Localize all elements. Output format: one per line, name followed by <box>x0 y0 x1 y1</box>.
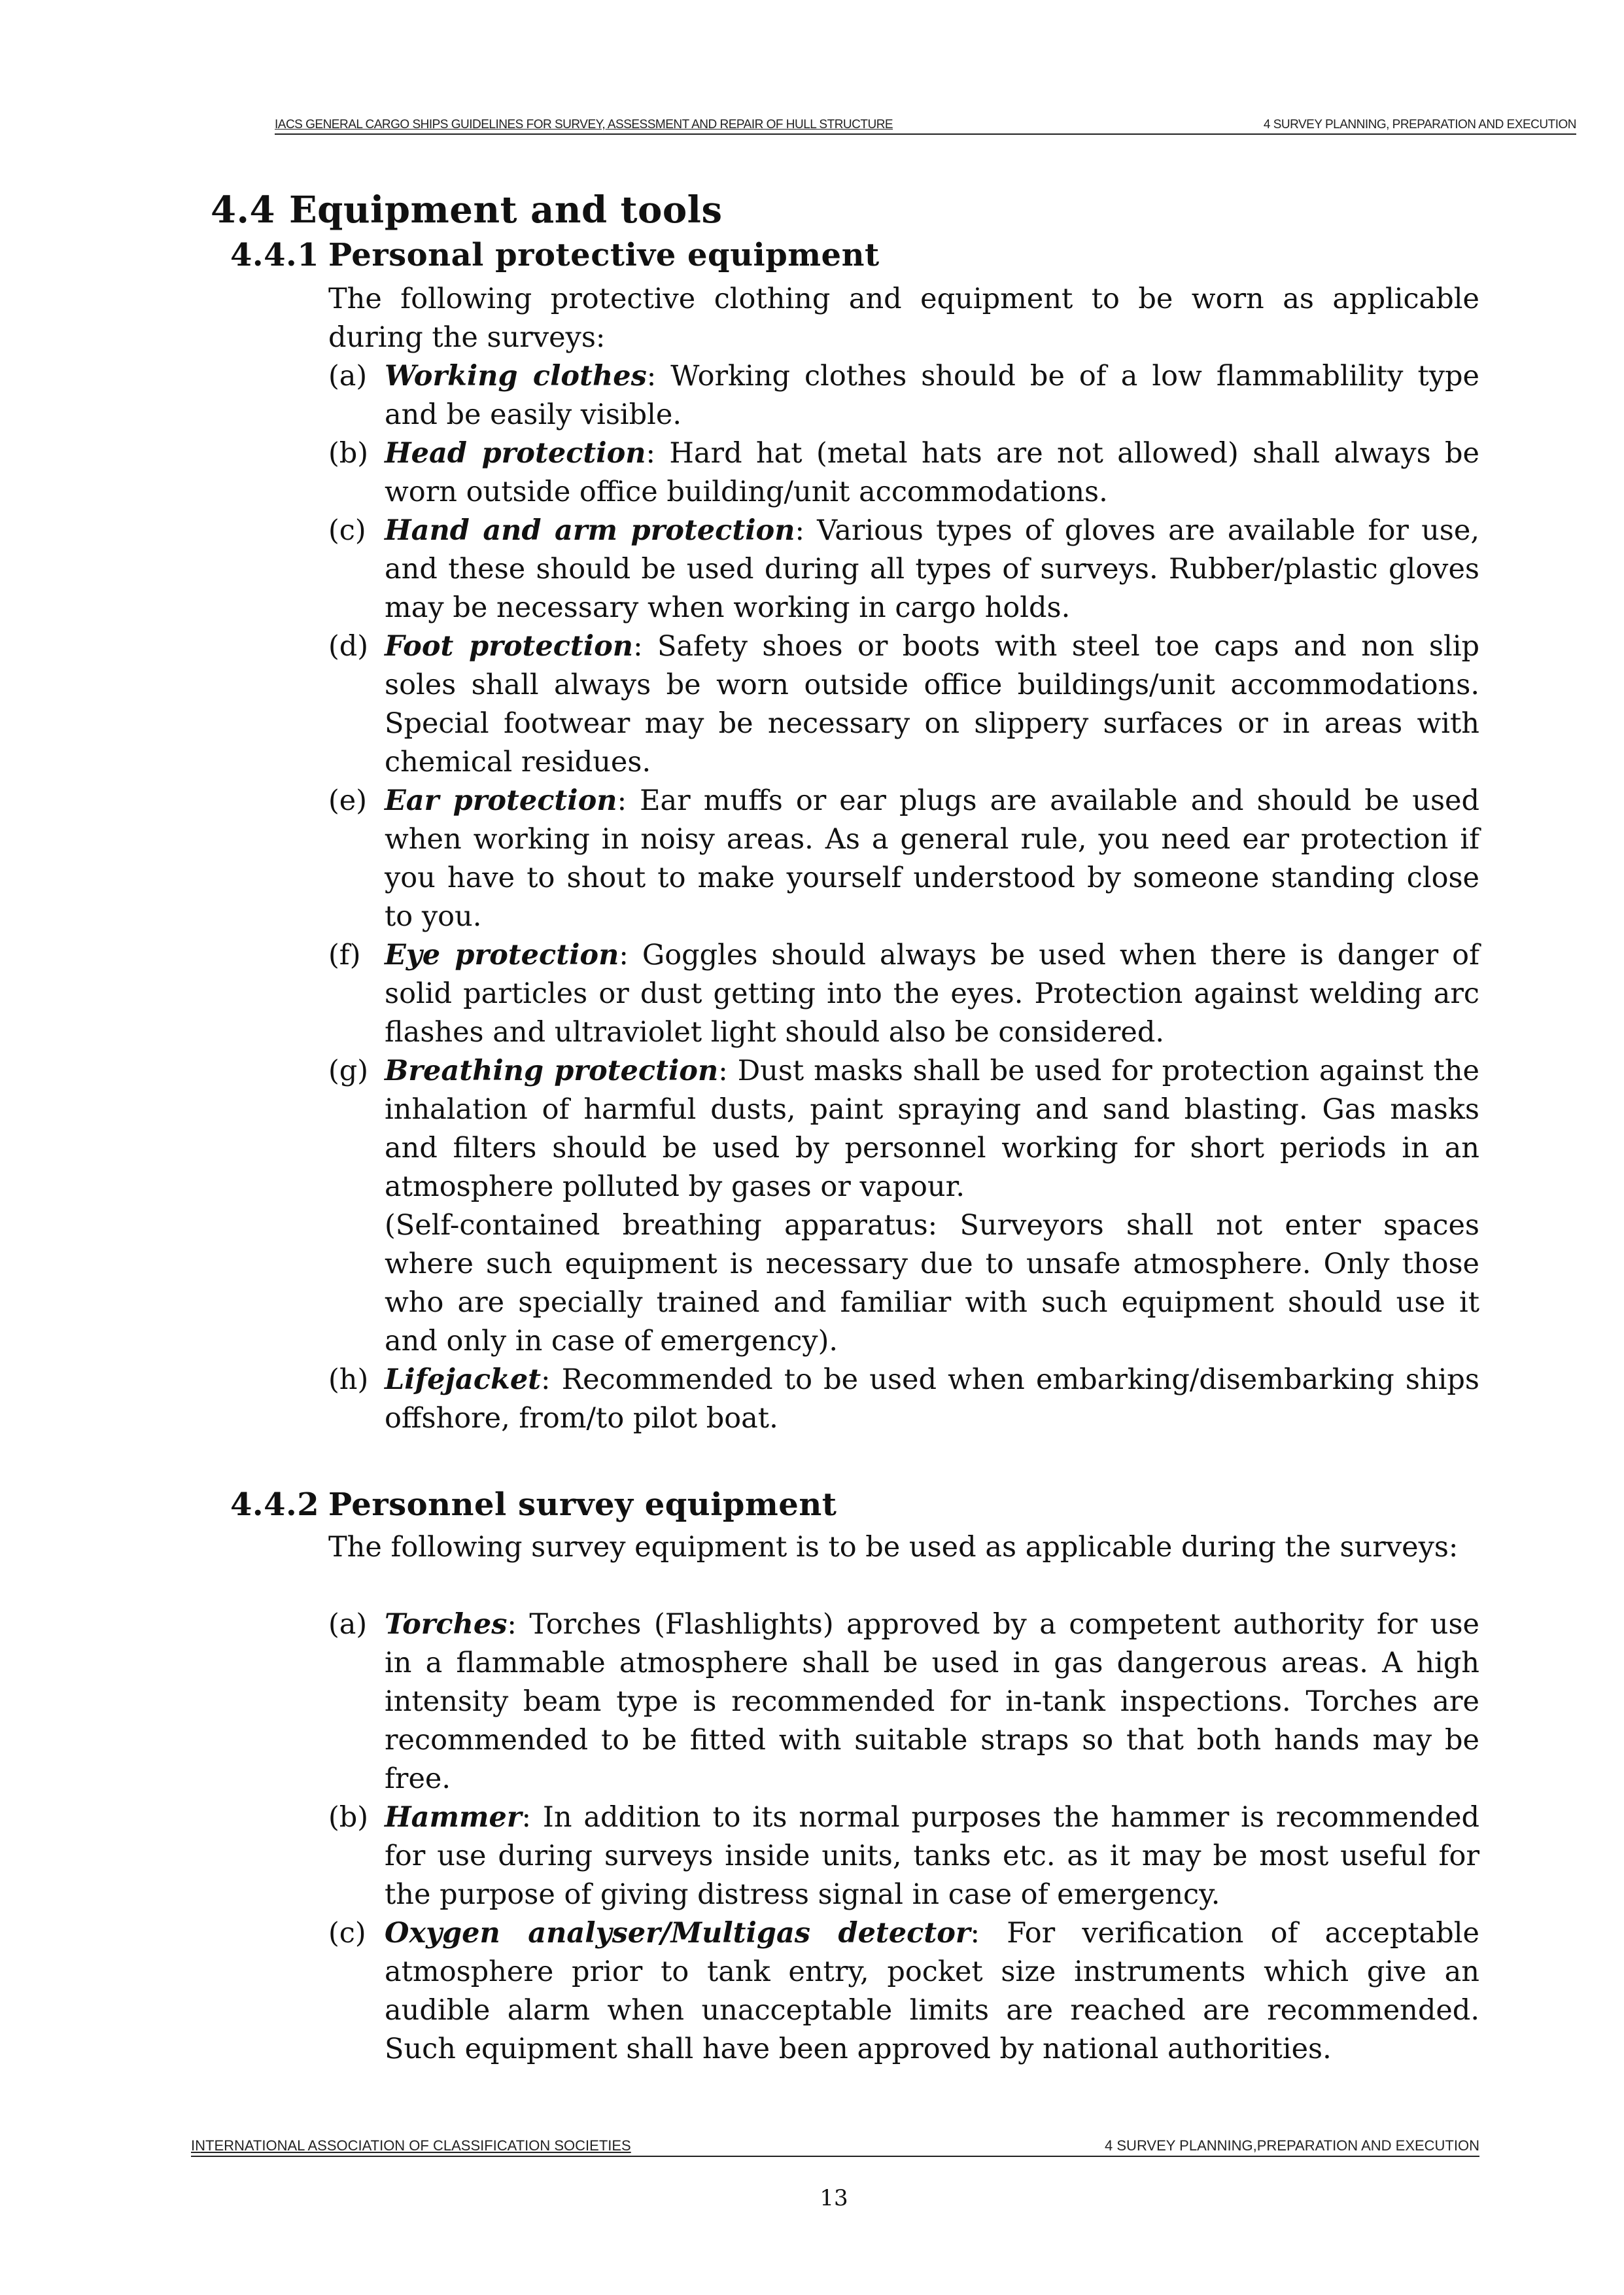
item-label: (e) <box>328 784 367 817</box>
list-item <box>328 782 1479 936</box>
item-note: (Self-contained breathing apparatus: Surveyors shall not enter spaces where such equipment is necessary due to unsafe atmosphere. Only those who are specially trained and familiar with such equipment should use it and only in case of emergency). <box>385 1209 1479 1358</box>
ppe-list <box>328 357 1479 1438</box>
header-left-text: IACS GENERAL CARGO SHIPS GUIDELINES FOR SURVEY, ASSESSMENT AND REPAIR OF HULL STRUCTURE <box>275 118 893 131</box>
section-number: 4.4 <box>211 188 275 232</box>
item-text: : Various types of gloves are available for use, and these should be used during all types of surveys. Rubber/plastic gloves may be necessary when working in cargo holds. <box>385 514 1479 624</box>
item-term: Head protection <box>385 437 646 470</box>
item-label: (b) <box>328 437 369 470</box>
subsection-heading-2 <box>230 1486 837 1523</box>
item-term: Working clothes <box>385 360 647 393</box>
section-title: Equipment and tools <box>289 188 723 232</box>
item-label: (h) <box>328 1363 369 1396</box>
footer-left-text: INTERNATIONAL ASSOCIATION OF CLASSIFICATION SOCIETIES <box>191 2137 631 2154</box>
item-text: : Safety shoes or boots with steel toe caps and non slip soles shall always be worn outside office buildings/unit accommodations. Special footwear may be necessary on slippery surfaces or in areas with chemical residues. <box>385 630 1479 779</box>
section-heading <box>211 188 722 232</box>
page-number: 13 <box>820 2185 848 2211</box>
item-term: Eye protection <box>385 939 619 972</box>
header-right-text: 4 SURVEY PLANNING, PREPARATION AND EXECUTION <box>1263 118 1576 131</box>
subsection-title: Personnel survey equipment <box>328 1486 837 1523</box>
item-term: Lifejacket <box>385 1363 542 1396</box>
subsection-title: Personal protective equipment <box>328 237 880 273</box>
list-item <box>328 1361 1479 1438</box>
subsection-heading-1 <box>230 237 880 273</box>
subsection-intro-1: The following protective clothing and equipment to be worn as applicable during the surveys: <box>328 283 1479 354</box>
subsection-number: 4.4.1 <box>230 237 320 273</box>
subsection-intro-text: The following survey equipment is to be used as applicable during the surveys: <box>328 1531 1459 1564</box>
running-footer <box>191 2136 1479 2157</box>
item-label: (g) <box>328 1055 369 1087</box>
item-label: (a) <box>328 1608 368 1641</box>
item-text: : Dust masks shall be used for protection against the inhalation of harmful dusts, paint spraying and sand blasting. Gas masks and filters should be used by personnel working for short periods in an atmosphere polluted by gases or vapour. <box>385 1055 1479 1203</box>
item-label: (a) <box>328 360 368 393</box>
list-item <box>328 357 1479 434</box>
list-item <box>328 434 1479 512</box>
item-term: Hammer <box>385 1801 522 1834</box>
item-label: (b) <box>328 1801 369 1834</box>
item-term: Breathing protection <box>385 1055 719 1087</box>
item-text: : Recommended to be used when embarking/disembarking ships offshore, from/to pilot boat. <box>385 1363 1479 1435</box>
item-term: Oxygen analyser/Multigas detector <box>385 1917 971 1950</box>
subsection-number: 4.4.2 <box>230 1486 320 1523</box>
subsection-intro-2 <box>328 1528 1479 1567</box>
item-label: (c) <box>328 1917 366 1950</box>
item-text: : Torches (Flashlights) approved by a competent authority for use in a flammable atmosphere shall be used in gas dangerous areas. A high intensity beam type is recommended for in-tank inspections. Torches are recommended to be fitted with suitable straps so that both hands may be free. <box>385 1608 1479 1795</box>
item-label: (c) <box>328 514 366 547</box>
list-item <box>328 1914 1479 2069</box>
list-item <box>328 936 1479 1052</box>
list-item <box>328 1798 1479 1914</box>
list-item <box>328 627 1479 782</box>
list-item <box>328 512 1479 627</box>
item-text: : Ear muffs or ear plugs are available and should be used when working in noisy areas. As a general rule, you need ear protection if you have to shout to make yourself understood by someone standing close to you. <box>385 784 1479 933</box>
item-text: : Hard hat (metal hats are not allowed) shall always be worn outside office building/unit accommodations. <box>385 437 1479 508</box>
item-text: : Working clothes should be of a low flammablility type and be easily visible. <box>385 360 1479 431</box>
item-term: Hand and arm protection <box>385 514 795 547</box>
list-item <box>328 1052 1479 1361</box>
item-term: Torches <box>385 1608 508 1641</box>
survey-equipment-list <box>328 1605 1479 2069</box>
item-text: : In addition to its normal purposes the hammer is recommended for use during surveys inside units, tanks etc. as it may be most useful for the purpose of giving distress signal in case of emergency. <box>385 1801 1479 1911</box>
item-label: (d) <box>328 630 369 663</box>
item-term: Ear protection <box>385 784 617 817</box>
list-item <box>328 1605 1479 1798</box>
item-text: : Goggles should always be used when there is danger of solid particles or dust getting into the eyes. Protection against welding arc flashes and ultraviolet light should also be considered. <box>385 939 1479 1049</box>
item-term: Foot protection <box>385 630 634 663</box>
item-text: : For verification of acceptable atmosphere prior to tank entry, pocket size instruments which give an audible alarm when unacceptable limits are reached are recommended. Such equipment shall have been approved by national authorities. <box>385 1917 1479 2065</box>
item-label: (f) <box>328 939 361 972</box>
footer-right-text: 4 SURVEY PLANNING,PREPARATION AND EXECUTION <box>1105 2137 1479 2154</box>
running-header <box>275 118 1576 135</box>
